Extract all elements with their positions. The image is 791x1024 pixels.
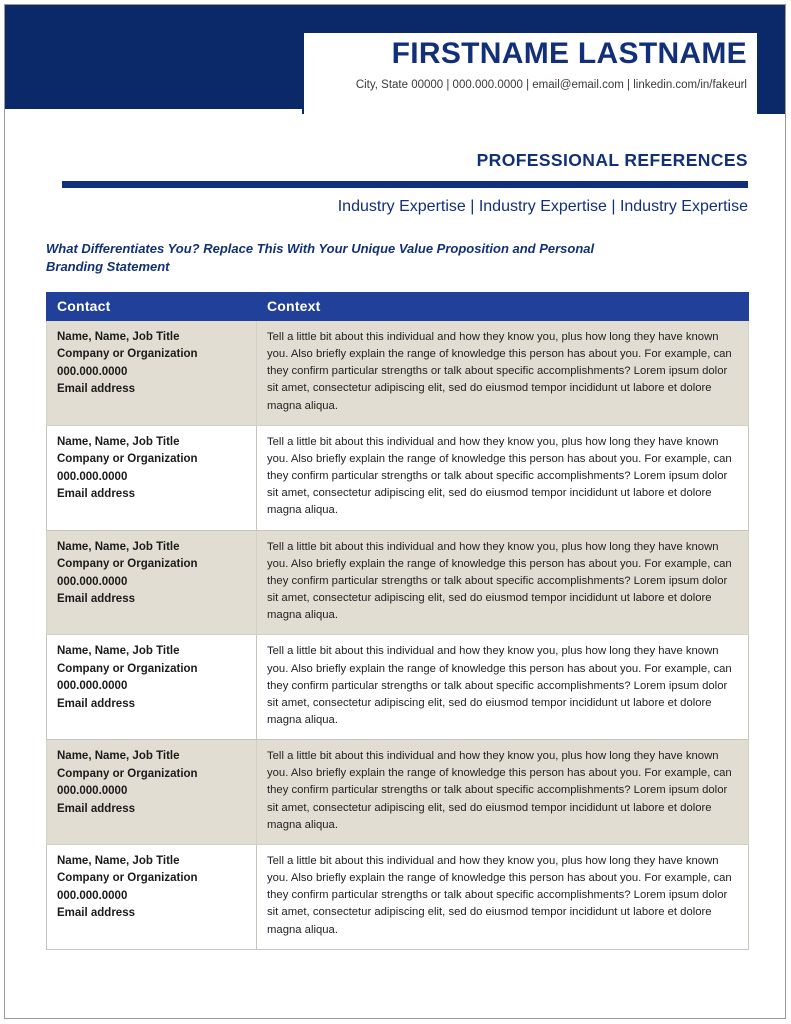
contact-phone: 000.000.0000 [57,785,128,798]
column-header-contact: Contact [47,293,257,321]
contact-company: Company or Organization [57,558,198,571]
column-header-context: Context [257,293,749,321]
contact-company: Company or Organization [57,662,198,675]
contact-email: Email address [57,592,135,605]
table-row [47,530,749,635]
contact-cell [47,530,257,635]
references-table [46,292,749,950]
context-cell [257,844,749,949]
table-header-row [47,293,749,321]
contact-cell [47,740,257,845]
context-text: Tell a little bit about this individual and how they know you, plus how long they have known you. Also briefly explain the range of knowledge this person has about you. For example, can they confirm particular strengths or talk about specific accomplishments? Lorem ipsum dolor sit amet, consectetur adipiscing elit, sed do eiusmod tempor incididunt ut labore et dolore magna aliqua. [267,331,732,412]
context-cell [257,740,749,845]
context-cell [257,321,749,426]
contact-email: Email address [57,697,135,710]
contact-phone: 000.000.0000 [57,575,128,588]
context-text: Tell a little bit about this individual and how they know you, plus how long they have known you. Also briefly explain the range of knowledge this person has about you. For example, can they confirm particular strengths or talk about specific accomplishments? Lorem ipsum dolor sit amet, consectetur adipiscing elit, sed do eiusmod tempor incididunt ut labore et dolore magna aliqua. [267,750,732,831]
section-divider-rule [62,181,748,188]
context-cell [257,530,749,635]
contact-name: Name, Name, Job Title [57,540,180,553]
contact-email: Email address [57,907,135,920]
contact-company: Company or Organization [57,872,198,885]
value-proposition-statement: What Differentiates You? Replace This With Your Unique Value Proposition and Personal Branding Statement [46,241,595,274]
table-row [47,740,749,845]
contact-name: Name, Name, Job Title [57,435,180,448]
contact-email: Email address [57,802,135,815]
contact-email: Email address [57,488,135,501]
contact-cell [47,844,257,949]
contact-cell [47,635,257,740]
contact-name: Name, Name, Job Title [57,750,180,763]
contact-cell [47,321,257,426]
context-text: Tell a little bit about this individual and how they know you, plus how long they have known you. Also briefly explain the range of knowledge this person has about you. For example, can they confirm particular strengths or talk about specific accomplishments? Lorem ipsum dolor sit amet, consectetur adipiscing elit, sed do eiusmod tempor incididunt ut labore et dolore magna aliqua. [267,854,732,936]
context-cell [257,635,749,740]
masthead-name-panel [304,33,757,114]
page-title: FIRSTNAME LASTNAME [391,37,747,70]
table-row [47,635,749,740]
contact-cell [47,425,257,530]
contact-phone: 000.000.0000 [57,889,128,902]
context-cell [257,425,749,530]
contact-company: Company or Organization [57,348,198,361]
contact-info-line: City, State 00000 | 000.000.0000 | email@email.com | linkedin.com/in/fakeurl [355,79,747,91]
table-row [47,321,749,426]
contact-name: Name, Name, Job Title [57,854,180,867]
table-row [47,425,749,530]
contact-name: Name, Name, Job Title [57,645,180,658]
industry-expertise-line: Industry Expertise | Industry Expertise | Industry Expertise [337,198,748,215]
references-table-body [47,321,749,950]
contact-company: Company or Organization [57,453,198,466]
contact-phone: 000.000.0000 [57,680,128,693]
context-text: Tell a little bit about this individual and how they know you, plus how long they have known you. Also briefly explain the range of knowledge this person has about you. For example, can they confirm particular strengths or talk about specific accomplishments? Lorem ipsum dolor sit amet, consectetur adipiscing elit, sed do eiusmod tempor incididunt ut labore et dolore magna aliqua. [267,540,732,622]
section-header [62,150,748,216]
masthead-navy-block-left [5,5,302,109]
contact-company: Company or Organization [57,767,198,780]
contact-name: Name, Name, Job Title [57,331,180,343]
references-table-head [47,293,749,321]
contact-phone: 000.000.0000 [57,365,128,378]
section-title: PROFESSIONAL REFERENCES [476,150,748,170]
context-text: Tell a little bit about this individual and how they know you, plus how long they have known you. Also briefly explain the range of knowledge this person has about you. For example, can they confirm particular strengths or talk about specific accomplishments? Lorem ipsum dolor sit amet, consectetur adipiscing elit, sed do eiusmod tempor incididunt ut labore et dolore magna aliqua. [267,435,732,517]
context-text: Tell a little bit about this individual and how they know you, plus how long they have known you. Also briefly explain the range of knowledge this person has about you. For example, can they confirm particular strengths or talk about specific accomplishments? Lorem ipsum dolor sit amet, consectetur adipiscing elit, sed do eiusmod tempor incididunt ut labore et dolore magna aliqua. [267,645,732,726]
document-masthead [5,5,785,114]
contact-phone: 000.000.0000 [57,470,128,483]
table-row [47,844,749,949]
contact-email: Email address [57,383,135,396]
